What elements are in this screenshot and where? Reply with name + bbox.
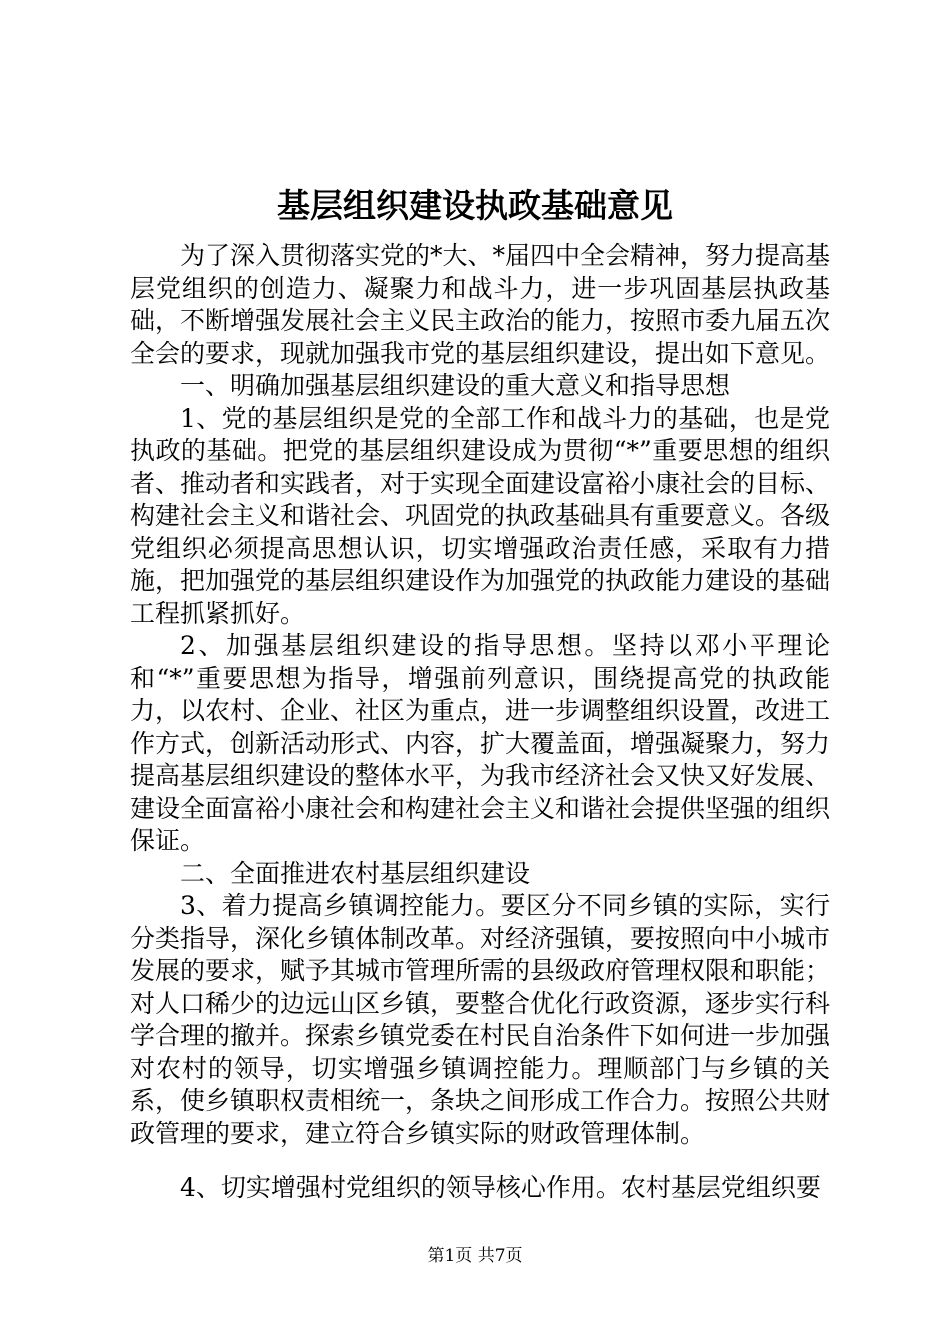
paragraph-item-2: 2、加强基层组织建设的指导思想。坚持以邓小平理论和“*”重要思想为指导，增强前列意识，围绕提高党的执政能力，以农村、企业、社区为重点，进一步调整组织设置，改进工作方式，创新活动形式、内容，扩大覆盖面，增强凝聚力，努力提高基层组织建设的整体水平，为我市经济社会又快又好发展、建设全面富裕小康社会和构建社会主义和谐社会提供坚强的组织保证。 — [130, 631, 831, 855]
paragraph-item-1: 1、党的基层组织是党的全部工作和战斗力的基础，也是党执政的基础。把党的基层组织建设成为贯彻“*”重要思想的组织者、推动者和实践者，对于实现全面建设富裕小康社会的目标、构建社会主义和谐社会、巩固党的执政基础具有重要意义。各级党组织必须提高思想认识，切实增强政治责任感，采取有力措施，把加强党的基层组织建设作为加强党的执政能力建设的基础工程抓紧抓好。 — [130, 403, 831, 628]
paragraph-intro: 为了深入贯彻落实党的*大、*届四中全会精神，努力提高基层党组织的创造力、凝聚力和战斗力，进一步巩固基层执政基础，不断增强发展社会主义民主政治的能力，按照市委九届五次全会的要求，现就加强我市党的基层组织建设，提出如下意见。 — [130, 241, 831, 368]
heading-section-2: 二、全面推进农村基层组织建设 — [180, 858, 531, 888]
document-body — [130, 240, 830, 1205]
paragraph-item-3: 3、着力提高乡镇调控能力。要区分不同乡镇的实际，实行分类指导，深化乡镇体制改革。对经济强镇，要按照向中小城市发展的要求，赋予其城市管理所需的县级政府管理权限和职能；对人口稀少的边远山区乡镇，要整合优化行政资源，逐步实行科学合理的撤并。探索乡镇党委在村民自治条件下如何进一步加强对农村的领导，切实增强乡镇调控能力。理顺部门与乡镇的关系，使乡镇职权责相统一，条块之间形成工作合力。按照公共财政管理的要求，建立符合乡镇实际的财政管理体制。 — [130, 891, 831, 1148]
page-number-footer: 第1页 共7页 — [427, 1246, 523, 1266]
paragraph-item-4: 4、切实增强村党组织的领导核心作用。农村基层党组织要 — [180, 1173, 821, 1202]
heading-section-1: 一、明确加强基层组织建设的重大意义和指导思想 — [180, 371, 731, 400]
document-title: 基层组织建设执政基础意见 — [277, 186, 673, 225]
